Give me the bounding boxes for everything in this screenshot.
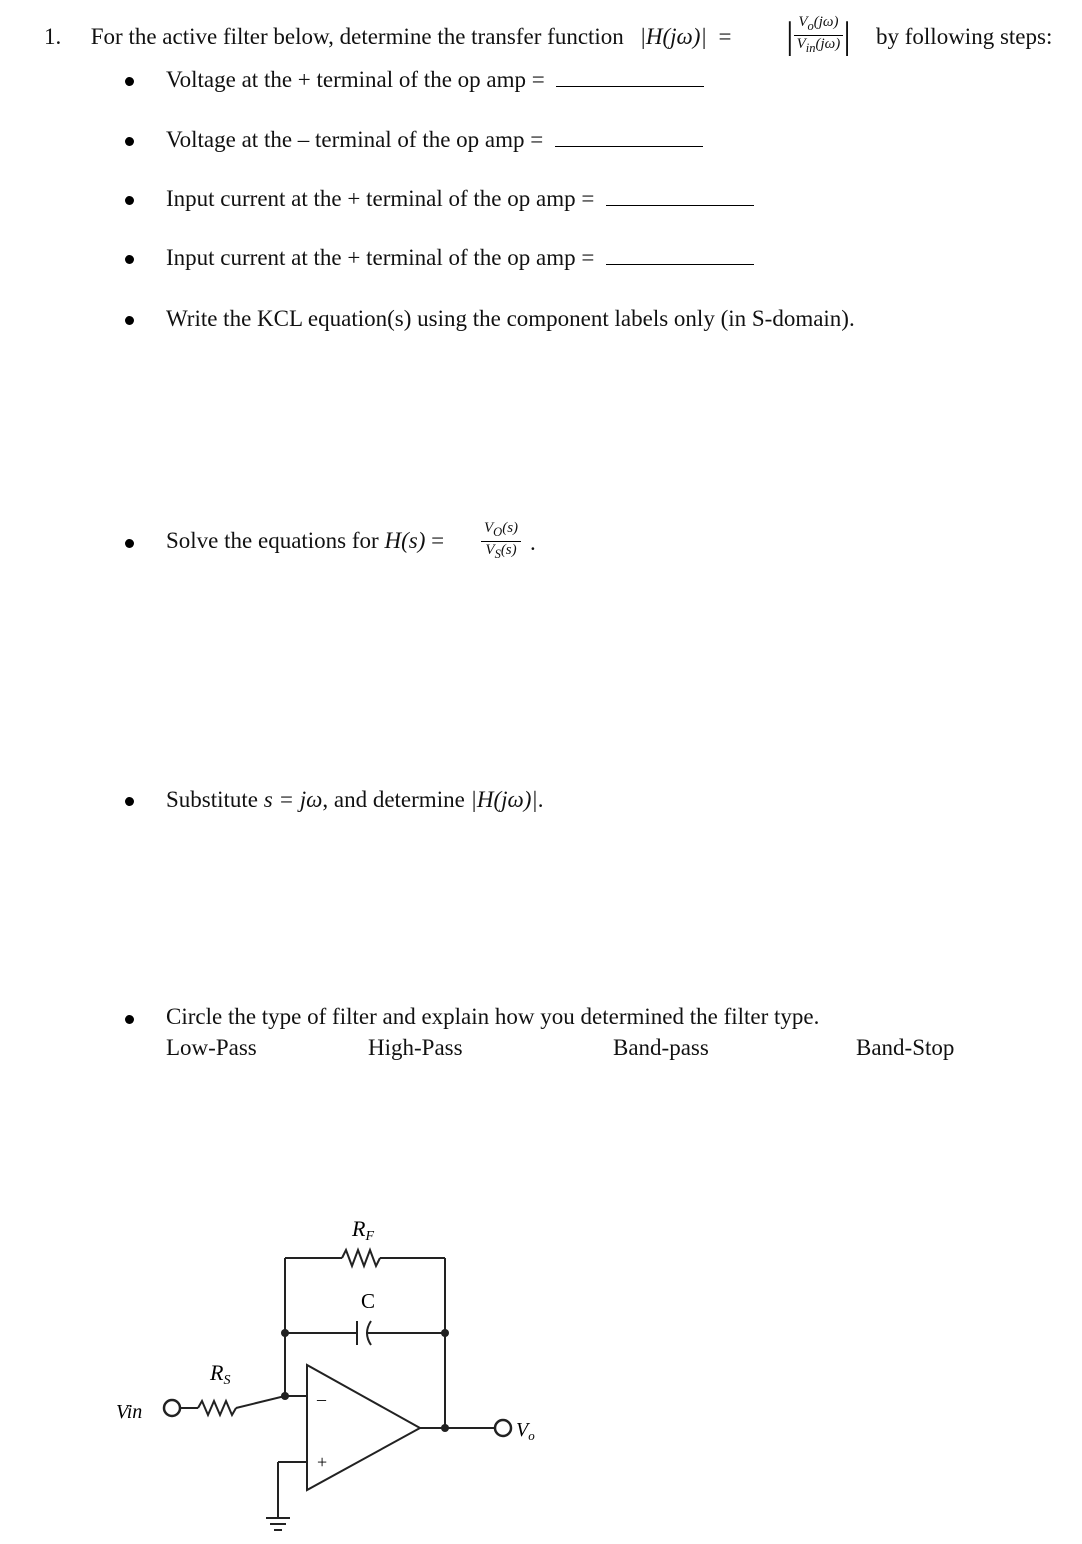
frac-den-sub: in	[805, 41, 816, 55]
frac-num-arg: (jω)	[813, 14, 839, 30]
question-number: 1.	[44, 24, 62, 49]
frac-den: V	[796, 36, 806, 52]
equals-sign: =	[718, 24, 732, 49]
vin-label: Vin	[116, 1401, 143, 1423]
rf-resistor	[342, 1250, 380, 1266]
rs-wire-angle	[236, 1396, 285, 1408]
bullet	[125, 77, 134, 86]
frac-num: V	[484, 520, 494, 536]
step-text: Voltage at the – terminal of the op amp =	[166, 127, 544, 152]
rs-label: RS	[210, 1360, 231, 1388]
vin-terminal	[164, 1400, 180, 1416]
frac-num-sub: O	[493, 525, 503, 539]
bullet	[125, 1015, 134, 1024]
frac-den-sub: S	[494, 547, 501, 561]
inverting-sign: –	[317, 1389, 326, 1409]
bullet	[125, 316, 134, 325]
filter-option-band-pass[interactable]: Band-pass	[613, 1035, 709, 1060]
step-item	[166, 245, 754, 271]
answer-blank[interactable]	[556, 68, 704, 87]
solve-text: Solve the equations for	[166, 528, 379, 553]
junction-dot	[441, 1424, 449, 1432]
transfer-fraction	[786, 14, 851, 57]
circle-instruction: Circle the type of filter and explain how you determined the filter type.	[166, 1004, 820, 1029]
solve-item	[166, 528, 444, 554]
abs-bar-right: |	[843, 14, 851, 57]
frac-den: V	[485, 542, 495, 558]
frac-den-arg: (s)	[500, 542, 517, 558]
junction-dot	[441, 1329, 449, 1337]
active-filter-circuit	[100, 1200, 560, 1544]
answer-blank[interactable]	[606, 187, 754, 206]
filter-option-low-pass[interactable]: Low-Pass	[166, 1035, 257, 1060]
bullet	[125, 797, 134, 806]
bullet	[125, 196, 134, 205]
hs-fraction	[481, 520, 521, 563]
step-text: Input current at the + terminal of the op amp =	[166, 245, 595, 270]
frac-num-sub: o	[807, 19, 814, 33]
substitute-expr: s = jω	[263, 787, 323, 812]
bullet	[125, 255, 134, 264]
equals-sign: =	[431, 528, 445, 553]
substitute-item	[166, 787, 544, 813]
vo-terminal	[495, 1420, 511, 1436]
substitute-tail: .	[537, 787, 544, 812]
substitute-mid: , and determine	[322, 787, 465, 812]
non-inverting-sign: +	[317, 1452, 328, 1472]
vo-label: $V_o$	[516, 1419, 535, 1443]
question-outro: by following steps:	[876, 24, 1053, 49]
hs-symbol: H(s)	[384, 528, 426, 553]
frac-num: V	[798, 14, 808, 30]
bullet	[125, 137, 134, 146]
step-item	[166, 67, 704, 93]
step-item: Write the KCL equation(s) using the component labels only (in S-domain).	[166, 306, 855, 331]
substitute-text: Substitute	[166, 787, 259, 812]
step-item	[166, 186, 754, 212]
frac-num-arg: (s)	[502, 520, 519, 536]
answer-blank[interactable]	[555, 128, 703, 147]
c-label: C	[361, 1289, 376, 1313]
rs-resistor	[198, 1401, 236, 1415]
answer-blank[interactable]	[606, 246, 754, 265]
step-text: Voltage at the + terminal of the op amp =	[166, 67, 545, 92]
filter-option-band-stop[interactable]: Band-Stop	[856, 1035, 955, 1060]
step-item	[166, 127, 703, 153]
bullet	[125, 539, 134, 548]
rf-label: RF	[352, 1216, 375, 1244]
junction-dot	[281, 1392, 289, 1400]
question-header	[44, 24, 738, 50]
junction-dot	[281, 1329, 289, 1337]
solve-tail: .	[530, 530, 536, 555]
step-text: Input current at the + terminal of the op amp =	[166, 186, 595, 211]
question-intro: For the active filter below, determine the transfer function	[90, 24, 624, 49]
frac-den-arg: (jω)	[815, 36, 841, 52]
filter-option-high-pass[interactable]: High-Pass	[368, 1035, 463, 1060]
abs-bar-left: |	[786, 14, 794, 57]
transfer-magnitude: |H(jω)|	[470, 787, 538, 812]
transfer-magnitude: |H(jω)|	[639, 24, 707, 49]
